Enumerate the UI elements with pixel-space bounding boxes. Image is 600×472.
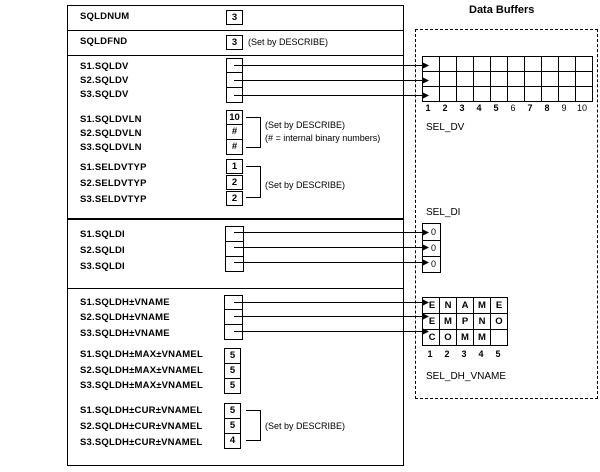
- sqldfnd-note: (Set by DESCRIBE): [248, 37, 329, 47]
- sqldi-label: S3.SQLDI: [80, 261, 125, 272]
- sqldi-label: S1.SQLDI: [80, 229, 125, 240]
- sel-di-value: 0: [422, 223, 441, 241]
- sel-dv-label: SEL_DV: [426, 122, 465, 133]
- sqldnum-label: SQLDNUM: [80, 11, 130, 22]
- sqldvln-value: 10: [226, 110, 243, 125]
- sqldh-max-vnamel-label: S2.SQLDH±MAX±VNAMEL: [80, 365, 203, 376]
- sqldfnd-value: 3: [226, 35, 243, 50]
- sel-dh-vname-col: 4: [478, 349, 484, 359]
- sel-dh-vname-cell: M: [439, 313, 457, 330]
- sel-dh-vname-cell: M: [473, 297, 491, 314]
- data-buffers-title: Data Buffers: [469, 4, 535, 16]
- sqldh-max-vnamel-value: 5: [224, 378, 241, 394]
- sel-dh-vname-cell: M: [456, 329, 474, 346]
- sqldh-cur-vnamel-label: S2.SQLDH±CUR±VNAMEL: [80, 421, 203, 432]
- sel-di-value: 0: [422, 256, 441, 273]
- sel-dh-vname-cell: N: [473, 313, 491, 330]
- sqldh-cur-vnamel-value: 5: [224, 418, 241, 434]
- sel-dh-vname-col: 5: [495, 349, 501, 359]
- sel-dv-col-7: 7: [527, 103, 533, 113]
- sel-dh-vname-cell: O: [490, 313, 508, 330]
- sqldh-cur-vnamel-value: 4: [224, 433, 241, 449]
- sqldh-vname-label: S2.SQLDH±VNAME: [80, 312, 170, 323]
- sel-dv-col-6: 6: [510, 103, 516, 113]
- sel-dh-vname-cell: E: [422, 297, 440, 314]
- sqldh-max-vnamel-label: S1.SQLDH±MAX±VNAMEL: [80, 349, 203, 360]
- sel-dh-vname-cell: M: [473, 329, 491, 346]
- sqldh-max-vnamel-value: 5: [224, 348, 241, 364]
- seldvtyp-label: S1.SELDVTYP: [80, 162, 147, 173]
- sel-dv-col-9: 9: [561, 103, 567, 113]
- sel-dv-col-3: 3: [459, 103, 465, 113]
- seldvtyp-label: S2.SELDVTYP: [80, 178, 147, 189]
- sel-dv-col-1: 1: [425, 103, 431, 113]
- sqldvln-label: S1.SQLDVLN: [80, 114, 142, 125]
- sel-dh-vname-cell: E: [490, 297, 508, 314]
- sel-dh-vname-cell: N: [439, 297, 457, 314]
- sel-di-label: SEL_DI: [426, 207, 461, 218]
- sel-dv-col-2: 2: [442, 103, 448, 113]
- sel-dh-vname-cell: P: [456, 313, 474, 330]
- sqldnum-value: 3: [226, 10, 243, 25]
- sqldi-label: S2.SQLDI: [80, 245, 125, 256]
- sqldh-max-vnamel-value: 5: [224, 363, 241, 379]
- sqldvln-label: S3.SQLDVLN: [80, 142, 142, 153]
- sqldvln-label: S2.SQLDVLN: [80, 128, 142, 139]
- sqldv-label: S3.SQLDV: [80, 89, 129, 100]
- sqldv-label: S2.SQLDV: [80, 75, 129, 86]
- seldvtyp-note: (Set by DESCRIBE): [265, 180, 346, 190]
- seldvtyp-label: S3.SELDVTYP: [80, 194, 147, 205]
- seldvtyp-value: 2: [226, 175, 243, 190]
- sqldv-label: S1.SQLDV: [80, 61, 129, 72]
- sel-dv-col-10: 10: [576, 103, 587, 113]
- sel-dv-col-5: 5: [493, 103, 499, 113]
- sel-dh-vname-label: SEL_DH_VNAME: [426, 371, 507, 382]
- sqldvln-value: #: [226, 124, 243, 140]
- sqldh-vname-label: S3.SQLDH±VNAME: [80, 328, 170, 339]
- sqldh-cur-vnamel-note: (Set by DESCRIBE): [265, 421, 346, 431]
- sqldh-cur-vnamel-value: 5: [224, 403, 241, 419]
- sel-dv-col-8: 8: [544, 103, 550, 113]
- sqldh-cur-vnamel-label: S1.SQLDH±CUR±VNAMEL: [80, 405, 203, 416]
- sel-dh-vname-cell: C: [422, 329, 440, 346]
- sel-dv-col-4: 4: [476, 103, 482, 113]
- sqldvln-note: (Set by DESCRIBE): [265, 120, 346, 130]
- sqldh-max-vnamel-label: S3.SQLDH±MAX±VNAMEL: [80, 380, 203, 391]
- sel-dh-vname-cell: O: [439, 329, 457, 346]
- sqldh-cur-vnamel-label: S3.SQLDH±CUR±VNAMEL: [80, 437, 203, 448]
- sqldvln-value: #: [226, 139, 243, 155]
- sel-dh-vname-col: 2: [444, 349, 450, 359]
- sqldh-vname-label: S1.SQLDH±VNAME: [80, 297, 170, 308]
- seldvtyp-value: 2: [226, 191, 243, 206]
- seldvtyp-value: 1: [226, 159, 243, 174]
- sqldvln-note: (# = internal binary numbers): [265, 133, 381, 143]
- sel-di-value: 0: [422, 240, 441, 257]
- sel-dh-vname-cell: E: [422, 313, 440, 330]
- sqldfnd-label: SQLDFND: [80, 36, 128, 47]
- sel-dh-vname-col: 1: [427, 349, 433, 359]
- sel-dh-vname-col: 3: [461, 349, 467, 359]
- sel-dh-vname-cell: A: [456, 297, 474, 314]
